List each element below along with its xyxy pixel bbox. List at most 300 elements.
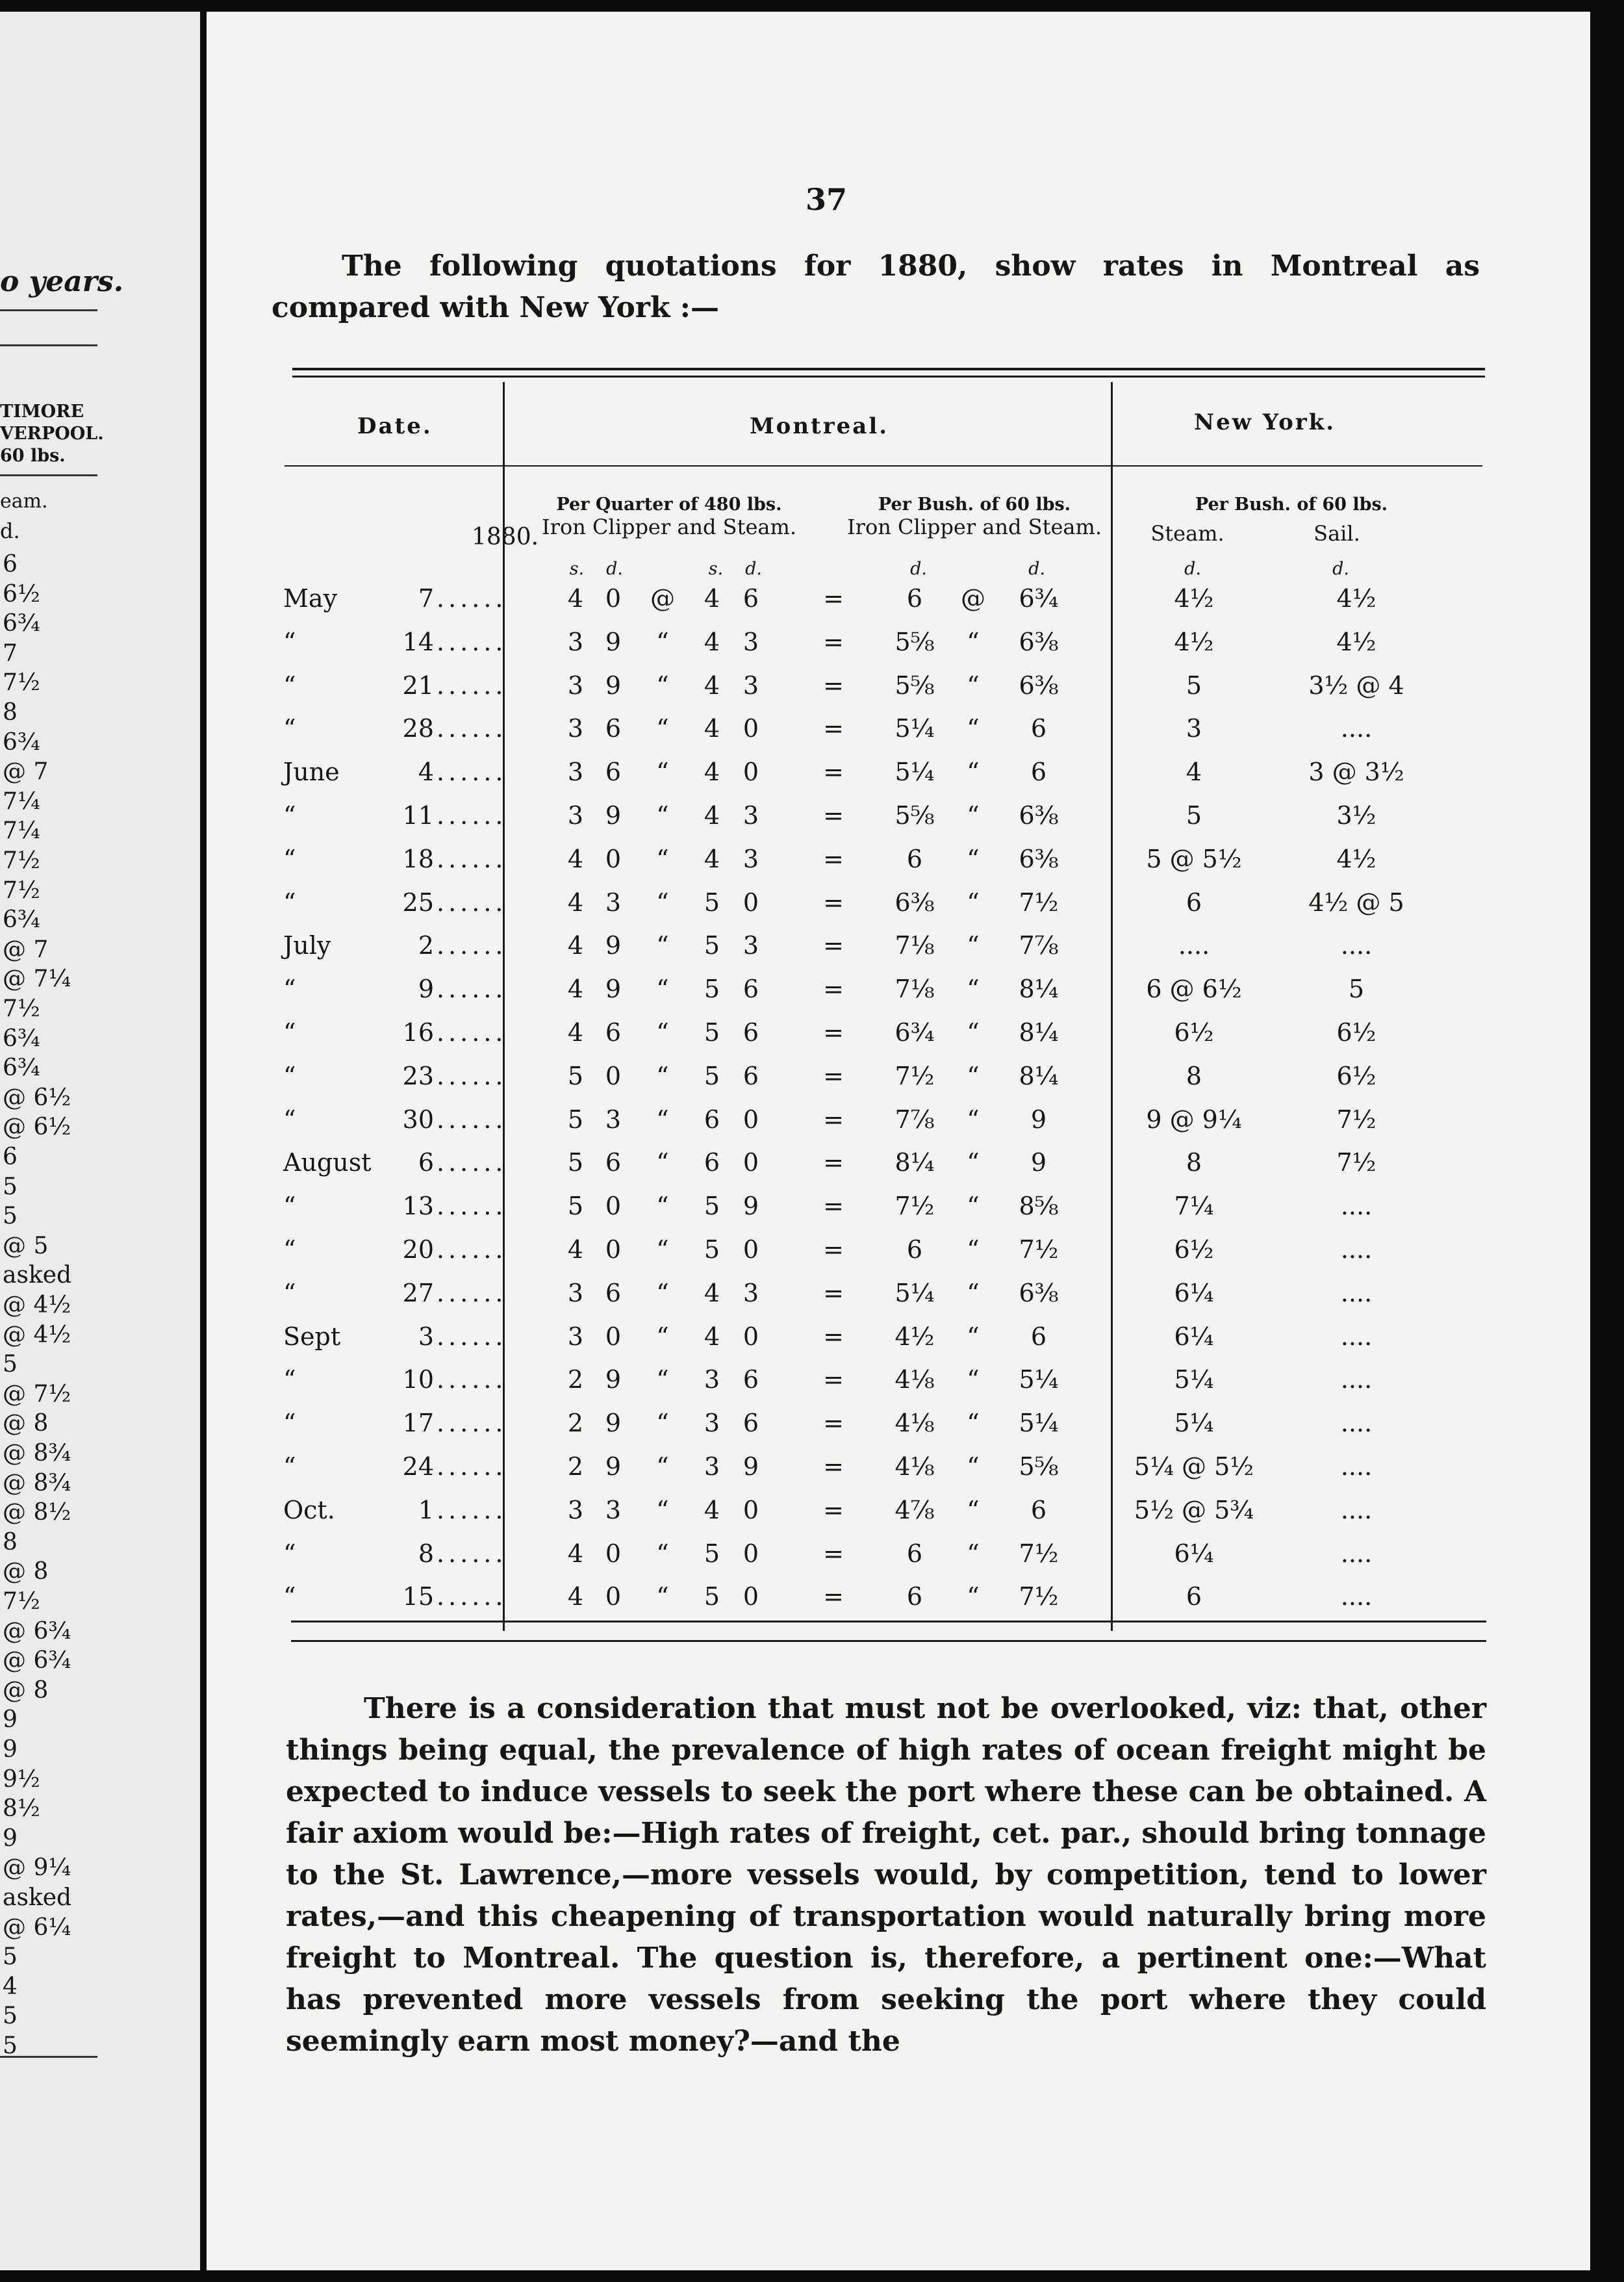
cell-q-s1: 5	[567, 1148, 584, 1177]
cell-day: 2	[418, 931, 434, 960]
cell-day: 4	[418, 758, 434, 787]
cell-b-hi: 6¾	[1019, 584, 1059, 613]
cell-q-d2: 3	[742, 844, 759, 873]
cell-sail: ....	[1340, 1278, 1373, 1307]
cell-q-s2: 5	[704, 888, 720, 917]
cell-steam: 6¼	[1174, 1278, 1214, 1307]
cell-day: 13	[402, 1192, 434, 1221]
cell-day: 20	[402, 1235, 434, 1264]
cell-month: “	[283, 1452, 296, 1481]
cell-q-s1: 3	[567, 1495, 584, 1524]
cell-q-s2: 4	[704, 584, 720, 613]
cell-sail: 4½	[1336, 844, 1377, 873]
cell-q-d1: 9	[605, 975, 622, 1004]
cell-sep2: “	[967, 1452, 980, 1481]
cell-sail: 7½	[1336, 1148, 1377, 1177]
cell-b-lo: 6	[906, 1539, 923, 1568]
cell-eq: =	[823, 1322, 844, 1351]
previous-page-fragment	[0, 12, 200, 2270]
cell-eq: =	[823, 627, 844, 656]
table-column-divider	[503, 382, 505, 1631]
unit-label: d.	[606, 559, 623, 579]
cell-q-d1: 0	[605, 1061, 622, 1090]
cell-month: “	[283, 1582, 296, 1611]
cell-sail: ....	[1340, 1452, 1373, 1481]
leader-dots: ......	[437, 1539, 507, 1568]
cell-q-d1: 9	[605, 1409, 622, 1438]
previous-page-value: 8	[3, 1528, 18, 1556]
previous-page-value: 5	[3, 2032, 18, 2059]
cell-month: Sept	[283, 1322, 341, 1351]
cell-q-d1: 0	[605, 1539, 622, 1568]
cell-q-s1: 2	[567, 1452, 584, 1481]
cell-day: 7	[418, 584, 434, 613]
cell-sail: ....	[1340, 1322, 1373, 1351]
cell-month: “	[283, 1278, 296, 1307]
previous-page-value: @ 8¾	[3, 1469, 71, 1496]
page-number: 37	[806, 182, 848, 217]
leader-dots: ......	[437, 1148, 507, 1177]
steam-header: Steam.	[1150, 521, 1224, 546]
cell-steam: 5¼ @ 5½	[1134, 1452, 1254, 1481]
previous-page-value: 8	[3, 699, 18, 726]
previous-page-value: 6¾	[3, 1025, 40, 1052]
cell-sail: ....	[1340, 1582, 1373, 1611]
cell-month: “	[283, 975, 296, 1004]
table-bottom-rule	[291, 1640, 1486, 1642]
cell-b-lo: 8¼	[894, 1148, 935, 1177]
cell-b-lo: 4⅞	[894, 1495, 935, 1524]
cell-eq: =	[823, 1192, 844, 1221]
cell-steam: 5¼	[1174, 1365, 1214, 1394]
cell-sep1: “	[656, 1192, 669, 1221]
cell-month: May	[283, 584, 338, 613]
cell-q-s1: 4	[567, 975, 584, 1004]
cell-sep2: “	[967, 714, 980, 743]
cell-day: 1	[418, 1495, 434, 1524]
cell-q-d2: 0	[742, 1105, 759, 1134]
cell-sep1: “	[656, 1235, 669, 1264]
cell-sail: ....	[1340, 1192, 1373, 1221]
cell-day: 24	[402, 1452, 434, 1481]
previous-page-value: @ 8½	[3, 1499, 71, 1526]
previous-page-value: 5	[3, 1943, 18, 1971]
previous-page-value: 6¾	[3, 610, 40, 637]
table-header-rule	[285, 465, 1482, 467]
cell-month: “	[283, 1365, 296, 1394]
cell-day: 23	[402, 1061, 434, 1090]
cell-eq: =	[823, 801, 844, 830]
cell-q-s2: 3	[704, 1365, 720, 1394]
cell-q-d2: 6	[742, 1409, 759, 1438]
bushel-subheader: Iron Clipper and Steam.	[847, 515, 1102, 539]
cell-eq: =	[823, 714, 844, 743]
quarter-header: Per Quarter of 480 lbs.	[556, 494, 782, 515]
cell-steam: 8	[1186, 1148, 1202, 1177]
cell-q-d2: 0	[742, 1582, 759, 1611]
leader-dots: ......	[437, 671, 507, 700]
previous-page-unit: d.	[0, 519, 20, 543]
table-top-rule	[292, 368, 1485, 370]
unit-label: s.	[569, 559, 585, 579]
cell-month: June	[283, 758, 340, 787]
cell-sep1: “	[656, 931, 669, 960]
cell-q-s1: 2	[567, 1365, 584, 1394]
leader-dots: ......	[437, 1278, 507, 1307]
cell-month: July	[283, 931, 331, 960]
cell-q-d1: 0	[605, 584, 622, 613]
cell-q-d2: 0	[742, 1148, 759, 1177]
cell-sep1: “	[656, 1452, 669, 1481]
cell-b-lo: 4½	[894, 1322, 935, 1351]
cell-sep1: “	[656, 627, 669, 656]
cell-b-hi: 5⅝	[1019, 1452, 1059, 1481]
cell-q-d1: 6	[605, 714, 622, 743]
cell-eq: =	[823, 584, 844, 613]
unit-label: d.	[745, 559, 762, 579]
cell-q-d1: 3	[605, 1105, 622, 1134]
cell-eq: =	[823, 671, 844, 700]
cell-q-d2: 6	[742, 584, 759, 613]
previous-page-value: @ 6¼	[3, 1914, 71, 1941]
cell-sep1: “	[656, 1061, 669, 1090]
cell-b-hi: 6⅜	[1019, 671, 1059, 700]
leader-dots: ......	[437, 801, 507, 830]
cell-b-lo: 4⅛	[894, 1365, 935, 1394]
cell-day: 30	[402, 1105, 434, 1134]
cell-eq: =	[823, 1105, 844, 1134]
cell-sep1: “	[656, 1495, 669, 1524]
intro-text-content: The following quotations for 1880, show rates in Montreal as compared with New York :—	[272, 250, 1480, 324]
unit-label: s.	[708, 559, 724, 579]
cell-eq: =	[823, 1365, 844, 1394]
cell-eq: =	[823, 1409, 844, 1438]
body-paragraph-content: There is a consideration that must not be overlooked, viz: that, other things being equal, the prevalence of high rates of ocean freight might be expected to induce vessels to seek the port where these can be obtained. A fair axiom would be:—High rates of freight, cet. par., should bring tonnage to the St. Lawrence,—more vessels would, by competition, tend to lower rates,—and this cheapening of transportation would naturally bring more freight to Montreal. The question is, therefore, a pertinent one:—What has prevented more vessels from seeking the port where they could seemingly earn most money?—and the	[286, 1692, 1486, 2058]
previous-page-value: 8½	[3, 1795, 40, 1823]
cell-day: 8	[418, 1539, 434, 1568]
cell-b-lo: 7½	[894, 1192, 935, 1221]
cell-b-lo: 6	[906, 844, 923, 873]
unit-label: d.	[910, 559, 927, 579]
cell-steam: 7¼	[1174, 1192, 1214, 1221]
previous-page-value: 5	[3, 2003, 18, 2030]
previous-page-value: @ 8¾	[3, 1440, 71, 1467]
cell-sep1: “	[656, 1539, 669, 1568]
cell-steam: 6½	[1174, 1235, 1214, 1264]
leader-dots: ......	[437, 714, 507, 743]
previous-page-value: @ 7¼	[3, 966, 71, 993]
cell-sep2: “	[967, 1235, 980, 1264]
cell-q-s2: 6	[704, 1148, 720, 1177]
cell-b-lo: 5¼	[894, 758, 935, 787]
previous-page-value: @ 7½	[3, 1380, 71, 1407]
cell-q-s1: 5	[567, 1105, 584, 1134]
cell-q-d2: 0	[742, 1235, 759, 1264]
previous-page-value: 7½	[3, 877, 40, 904]
cell-steam: 5	[1186, 801, 1202, 830]
cell-q-s1: 3	[567, 714, 584, 743]
cell-q-s2: 4	[704, 1495, 720, 1524]
previous-page-value: 7	[3, 639, 18, 667]
cell-sep2: “	[967, 1539, 980, 1568]
cell-q-d1: 3	[605, 888, 622, 917]
cell-eq: =	[823, 1235, 844, 1264]
cell-eq: =	[823, 1539, 844, 1568]
unit-label: d.	[1184, 559, 1201, 579]
unit-label: d.	[1332, 559, 1349, 579]
cell-q-d1: 3	[605, 1495, 622, 1524]
cell-q-d2: 0	[742, 714, 759, 743]
sail-header: Sail.	[1313, 521, 1360, 546]
cell-steam: 5 @ 5½	[1146, 844, 1242, 873]
cell-b-lo: 6¾	[894, 1018, 935, 1047]
cell-q-s1: 4	[567, 1018, 584, 1047]
cell-q-d1: 0	[605, 844, 622, 873]
cell-sep1: “	[656, 1105, 669, 1134]
cell-sail: 6½	[1336, 1018, 1377, 1047]
cell-sep1: “	[656, 888, 669, 917]
cell-q-d2: 6	[742, 1018, 759, 1047]
cell-sep1: @	[650, 584, 675, 613]
cell-q-s2: 4	[704, 801, 720, 830]
cell-month: “	[283, 1061, 296, 1090]
previous-page-value: @ 6½	[3, 1114, 71, 1141]
cell-day: 21	[402, 671, 434, 700]
cell-steam: 4½	[1174, 627, 1214, 656]
cell-q-s2: 4	[704, 627, 720, 656]
previous-page-value: 7½	[3, 1588, 40, 1615]
cell-steam: 6	[1186, 888, 1202, 917]
cell-b-hi: 6⅜	[1019, 1278, 1059, 1307]
previous-page-value: @ 4½	[3, 1321, 71, 1348]
cell-b-lo: 5⅝	[894, 801, 935, 830]
previous-page-value: 7½	[3, 847, 40, 874]
previous-page-value: 9	[3, 1706, 18, 1734]
cell-b-lo: 7⅞	[894, 1105, 935, 1134]
cell-b-hi: 7½	[1019, 1582, 1059, 1611]
cell-sep1: “	[656, 1365, 669, 1394]
cell-day: 18	[402, 844, 434, 873]
leader-dots: ......	[437, 1061, 507, 1090]
cell-month: “	[283, 671, 296, 700]
cell-b-lo: 4⅛	[894, 1409, 935, 1438]
cell-q-d2: 0	[742, 1495, 759, 1524]
cell-q-d1: 9	[605, 1452, 622, 1481]
cell-sail: 4½ @ 5	[1308, 888, 1404, 917]
cell-b-hi: 6	[1030, 714, 1047, 743]
leader-dots: ......	[437, 975, 507, 1004]
cell-q-d1: 0	[605, 1582, 622, 1611]
cell-sep1: “	[656, 975, 669, 1004]
cell-q-s1: 4	[567, 931, 584, 960]
cell-q-d1: 9	[605, 801, 622, 830]
cell-b-lo: 5⅝	[894, 627, 935, 656]
cell-month: “	[283, 1192, 296, 1221]
cell-q-s2: 4	[704, 671, 720, 700]
cell-eq: =	[823, 1582, 844, 1611]
cell-sep2: “	[967, 888, 980, 917]
cell-b-lo: 5¼	[894, 714, 935, 743]
cell-b-hi: 6	[1030, 1322, 1047, 1351]
cell-q-d2: 0	[742, 758, 759, 787]
date-column-header: Date.	[357, 413, 433, 439]
cell-q-s1: 3	[567, 801, 584, 830]
leader-dots: ......	[437, 1018, 507, 1047]
leader-dots: ......	[437, 1452, 507, 1481]
cell-eq: =	[823, 1061, 844, 1090]
leader-dots: ......	[437, 844, 507, 873]
body-paragraph	[286, 1688, 1486, 2062]
cell-day: 11	[402, 801, 434, 830]
cell-sail: 5	[1348, 975, 1365, 1004]
cell-q-s2: 5	[704, 1235, 720, 1264]
ny-bushel-header: Per Bush. of 60 lbs.	[1195, 494, 1388, 515]
previous-page-value: @ 6½	[3, 1084, 71, 1111]
year-label: 1880.	[472, 524, 539, 550]
leader-dots: ......	[437, 1235, 507, 1264]
previous-page-values	[0, 12, 200, 2270]
cell-sep1: “	[656, 1409, 669, 1438]
previous-page-heading: o years.	[0, 265, 124, 298]
cell-steam: 3	[1186, 714, 1202, 743]
leader-dots: ......	[437, 758, 507, 787]
previous-page-value: @ 5	[3, 1232, 49, 1259]
cell-b-lo: 6	[906, 1235, 923, 1264]
leader-dots: ......	[437, 888, 507, 917]
cell-q-s2: 5	[704, 975, 720, 1004]
cell-steam: 8	[1186, 1061, 1202, 1090]
cell-sep2: “	[967, 931, 980, 960]
previous-page-rule	[0, 2056, 97, 2058]
cell-sep2: “	[967, 1322, 980, 1351]
cell-eq: =	[823, 931, 844, 960]
cell-steam: 6½	[1174, 1018, 1214, 1047]
cell-eq: =	[823, 1278, 844, 1307]
cell-sail: 3½	[1336, 801, 1377, 830]
previous-page-value: 7½	[3, 995, 40, 1022]
previous-page-value: 9½	[3, 1765, 40, 1793]
cell-q-s1: 5	[567, 1192, 584, 1221]
cell-sail: ....	[1340, 1539, 1373, 1568]
leader-dots: ......	[437, 931, 507, 960]
cell-day: 27	[402, 1278, 434, 1307]
cell-sail: ....	[1340, 931, 1373, 960]
cell-q-s1: 4	[567, 1582, 584, 1611]
cell-eq: =	[823, 758, 844, 787]
cell-b-lo: 7⅛	[894, 931, 935, 960]
leader-dots: ......	[437, 584, 507, 613]
cell-q-s2: 5	[704, 1061, 720, 1090]
cell-q-s2: 5	[704, 1539, 720, 1568]
cell-b-lo: 7½	[894, 1061, 935, 1090]
cell-q-d2: 0	[742, 888, 759, 917]
cell-q-s2: 4	[704, 1322, 720, 1351]
cell-b-hi: 8¼	[1019, 975, 1059, 1004]
previous-page-value: 6	[3, 1144, 18, 1170]
cell-sep2: “	[967, 627, 980, 656]
cell-b-hi: 9	[1030, 1148, 1047, 1177]
cell-q-d1: 6	[605, 1278, 622, 1307]
quarter-subheader: Iron Clipper and Steam.	[542, 515, 796, 539]
leader-dots: ......	[437, 1105, 507, 1134]
cell-sep2: “	[967, 1105, 980, 1134]
leader-dots: ......	[437, 1409, 507, 1438]
cell-q-d1: 6	[605, 1148, 622, 1177]
cell-eq: =	[823, 844, 844, 873]
cell-steam: 5½ @ 5¾	[1134, 1495, 1254, 1524]
cell-day: 16	[402, 1018, 434, 1047]
previous-page-value: @ 8	[3, 1558, 49, 1585]
previous-page-value: 9	[3, 1736, 18, 1763]
page	[207, 12, 1590, 2270]
cell-sep2: “	[967, 844, 980, 873]
previous-page-value: 5	[3, 1203, 18, 1230]
table-bottom-rule	[291, 1621, 1486, 1622]
cell-sep1: “	[656, 801, 669, 830]
cell-q-s2: 5	[704, 1018, 720, 1047]
cell-sep2: “	[967, 671, 980, 700]
cell-b-hi: 9	[1030, 1105, 1047, 1134]
cell-eq: =	[823, 1495, 844, 1524]
previous-page-value: asked	[3, 1884, 72, 1911]
previous-page-value: 7½	[3, 669, 40, 697]
previous-page-value: 5	[3, 1351, 18, 1378]
cell-steam: 5	[1186, 671, 1202, 700]
cell-month: August	[283, 1148, 372, 1177]
cell-b-lo: 6	[906, 584, 923, 613]
cell-q-s1: 3	[567, 1278, 584, 1307]
cell-b-hi: 8⅝	[1019, 1192, 1059, 1221]
cell-sep1: “	[656, 714, 669, 743]
cell-steam: 6¼	[1174, 1539, 1214, 1568]
cell-q-s1: 5	[567, 1061, 584, 1090]
cell-sep2: “	[967, 1148, 980, 1177]
leader-dots: ......	[437, 627, 507, 656]
cell-steam: 6 @ 6½	[1146, 975, 1242, 1004]
cell-q-d2: 9	[742, 1192, 759, 1221]
cell-sep1: “	[656, 1018, 669, 1047]
intro-text	[272, 246, 1480, 329]
cell-sep2: “	[967, 1495, 980, 1524]
cell-q-d1: 6	[605, 1018, 622, 1047]
cell-q-s1: 3	[567, 627, 584, 656]
cell-b-hi: 7½	[1019, 888, 1059, 917]
cell-b-hi: 5¼	[1019, 1365, 1059, 1394]
cell-day: 15	[402, 1582, 434, 1611]
cell-q-d2: 6	[742, 975, 759, 1004]
previous-page-value: @ 8	[3, 1676, 49, 1704]
cell-q-d1: 0	[605, 1235, 622, 1264]
cell-sep1: “	[656, 758, 669, 787]
previous-page-value: 6½	[3, 580, 40, 608]
cell-q-d2: 0	[742, 1322, 759, 1351]
cell-q-d2: 3	[742, 801, 759, 830]
cell-q-d2: 3	[742, 931, 759, 960]
cell-q-s1: 4	[567, 1235, 584, 1264]
cell-q-d1: 0	[605, 1192, 622, 1221]
cell-b-lo: 7⅛	[894, 975, 935, 1004]
cell-sail: ....	[1340, 1495, 1373, 1524]
cell-b-lo: 4⅛	[894, 1452, 935, 1481]
cell-q-d2: 3	[742, 627, 759, 656]
cell-month: “	[283, 1105, 296, 1134]
previous-page-value: asked	[3, 1262, 72, 1289]
cell-sail: 3½ @ 4	[1308, 671, 1404, 700]
cell-month: “	[283, 888, 296, 917]
cell-day: 25	[402, 888, 434, 917]
cell-month: “	[283, 1235, 296, 1264]
cell-q-d2: 3	[742, 671, 759, 700]
